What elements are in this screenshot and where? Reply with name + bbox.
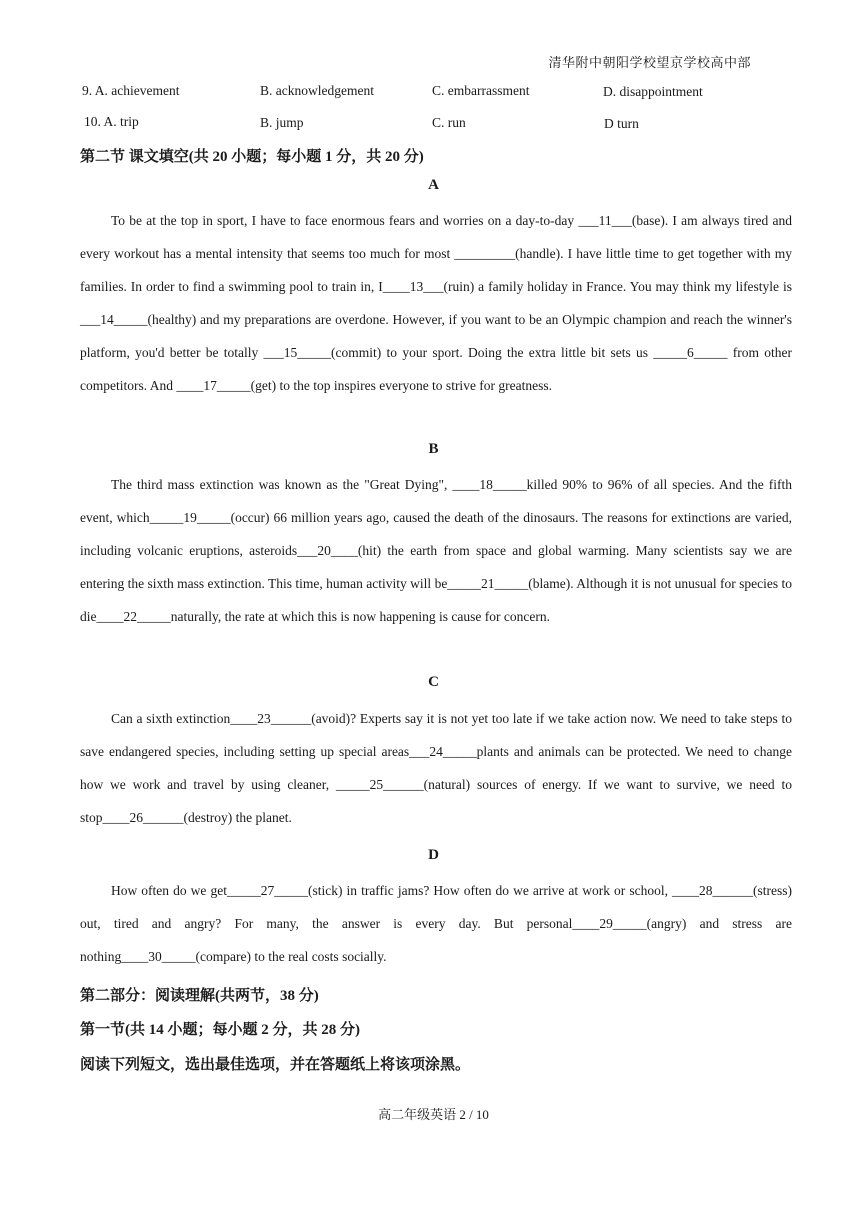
passage-c-text xyxy=(80,702,792,834)
section-one-title: 第一节(共 14 小题；每小题 2 分，共 28 分) xyxy=(80,1022,360,1038)
passage-a-paragraph: To be at the top in sport, I have to face enormous fears and worries on a day-to-day ___11___(base). I am always tired and every workout has a mental intensity that seems too much for most _________(handle). I have little time to get together with my families. In order to find a swimming pool to train in, I____13___(ruin) a family holiday in France. You may think my lifestyle is ___14_____(healthy) and my preparations are overdone. However, if you want to be an Olympic champion and reach the winner's platform, you'd better be totally ___15_____(commit) to your sport. Doing the extra little bit sets us _____6_____ from other competitors. And ____17_____(get) to the top inspires everyone to strive for greatness. xyxy=(80,213,792,393)
passage-c-paragraph: Can a sixth extinction____23______(avoid)? Experts say it is not yet too late if we take action now. We need to take steps to save endangered species, including setting up special areas___24_____plants and animals can be protected. We need to change how we work and travel by using cleaner, _____25______(natural) sources of energy. If we want to survive, we need to stop____26______(destroy) the planet. xyxy=(80,711,792,825)
school-name-header: 清华附中朝阳学校望京学校高中部 xyxy=(548,55,751,70)
option-10-a: 10. A. trip xyxy=(84,114,139,129)
passage-d-paragraph: How often do we get_____27_____(stick) in traffic jams? How often do we arrive at work or school, ____28______(stress) out, tired and angry? For many, the answer is every day. But personal____29_____(angry) and stress are nothing____30_____(compare) to the real costs socially. xyxy=(80,883,792,964)
option-10-c: C. run xyxy=(432,115,466,130)
option-10-b: B. jump xyxy=(260,115,304,130)
passage-a-label: A xyxy=(428,177,439,193)
passage-b-paragraph: The third mass extinction was known as the "Great Dying", ____18_____killed 90% to 96% of all species. And the fifth event, which_____19_____(occur) 66 million years ago, caused the death of the dinosaurs. The reasons for extinctions are varied, including volcanic eruptions, asteroids___20____(hit) the earth from space and global warming. Many scientists say we are entering the sixth mass extinction. This time, human activity will be_____21_____(blame). Although it is not unusual for species to die____22_____naturally, the rate at which this is now happening is cause for concern. xyxy=(80,477,792,624)
page-footer: 高二年级英语 2 / 10 xyxy=(378,1107,489,1122)
option-9-c: C. embarrassment xyxy=(432,83,530,98)
passage-c-label: C xyxy=(428,674,439,690)
option-9-a: 9. A. achievement xyxy=(82,83,180,98)
passage-b-text xyxy=(80,468,792,633)
option-10-d: D turn xyxy=(604,116,639,131)
section-two-title: 第二节 课文填空(共 20 小题；每小题 1 分，共 20 分) xyxy=(80,149,424,165)
passage-a-text xyxy=(80,204,792,402)
option-9-d: D. disappointment xyxy=(603,84,703,99)
passage-d-text xyxy=(80,874,792,973)
passage-d-label: D xyxy=(428,847,439,863)
option-9-b: B. acknowledgement xyxy=(260,83,374,98)
instruction-text: 阅读下列短文，选出最佳选项，并在答题纸上将该项涂黑。 xyxy=(80,1057,471,1073)
passage-b-label: B xyxy=(428,441,439,457)
part-two-title: 第二部分：阅读理解(共两节，38 分) xyxy=(80,988,319,1004)
